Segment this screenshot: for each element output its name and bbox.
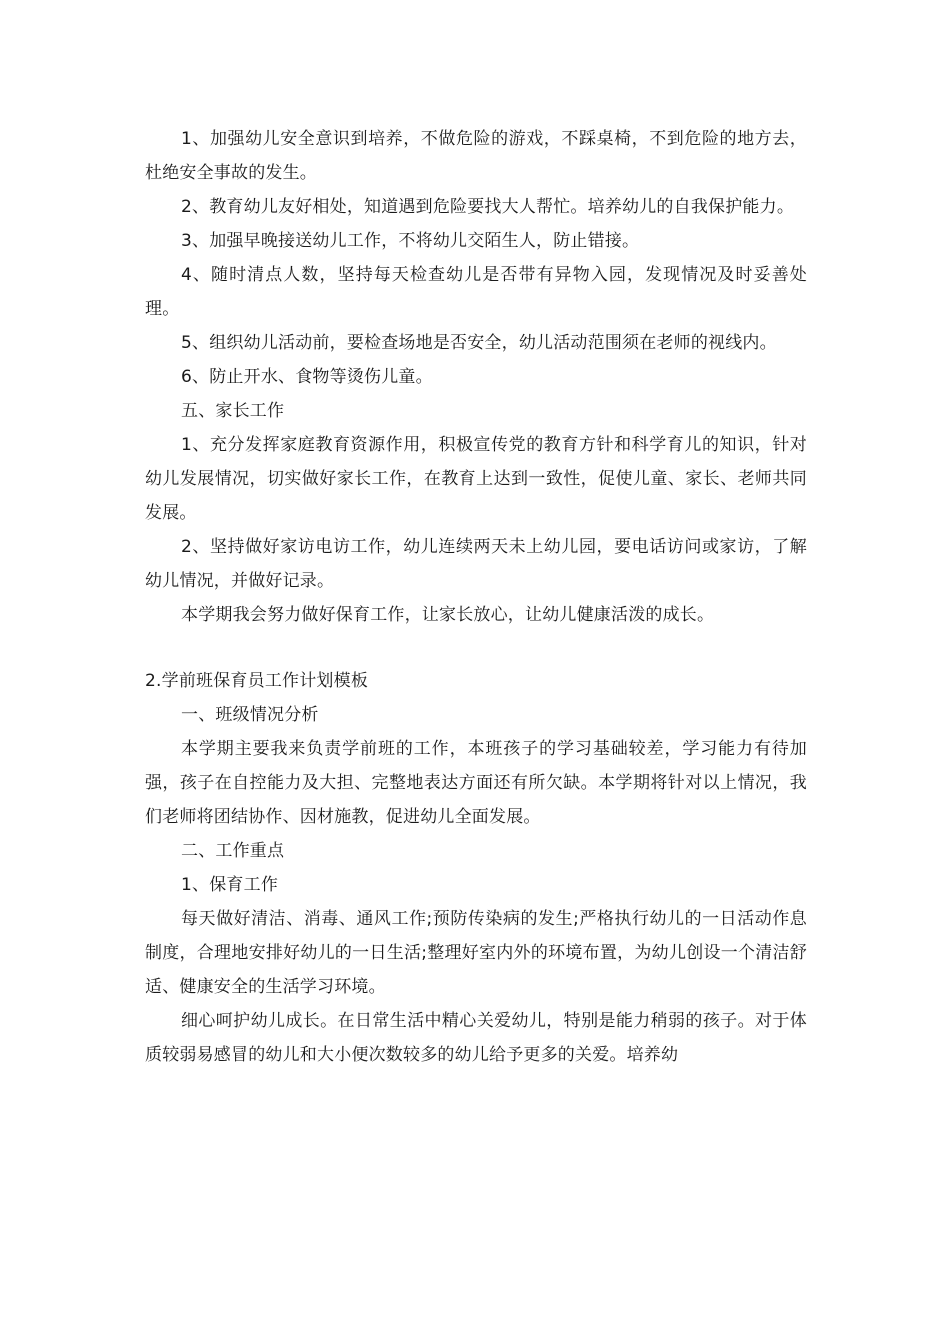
care-work-paragraph-1: 每天做好清洁、消毒、通风工作;预防传染病的发生;严格执行幼儿的一日活动作息制度，合理地安排好幼儿的一日生活;整理好室内外的环境布置，为幼儿创设一个清洁舒适、健康安全的生活学习环境。 [145,909,807,997]
care-work-paragraph-2: 细心呵护幼儿成长。在日常生活中精心关爱幼儿，特别是能力稍弱的孩子。对于体质较弱易感冒的幼儿和大小便次数较多的幼儿给予更多的关爱。培养幼 [145,1011,807,1065]
safety-item-6: 6、防止开水、食物等烫伤儿童。 [181,367,433,387]
safety-item-4: 4、随时清点人数，坚持每天检查幼儿是否带有异物入园，发现情况及时妥善处理。 [145,265,807,319]
closing-paragraph: 本学期我会努力做好保育工作，让家长放心，让幼儿健康活泼的成长。 [181,605,715,625]
safety-item-5: 5、组织幼儿活动前，要检查场地是否安全，幼儿活动范围须在老师的视线内。 [181,333,777,353]
safety-item-1: 1、加强幼儿安全意识到培养，不做危险的游戏，不踩桌椅，不到危险的地方去，杜绝安全事故的发生。 [145,129,807,183]
parent-work-item-1: 1、充分发挥家庭教育资源作用，积极宣传党的教育方针和科学育儿的知识，针对幼儿发展情况，切实做好家长工作，在教育上达到一致性，促使儿童、家长、老师共同发展。 [145,435,807,523]
parent-work-item-2: 2、坚持做好家访电访工作，幼儿连续两天未上幼儿园，要电话访问或家访，了解幼儿情况，并做好记录。 [145,537,807,591]
safety-item-3: 3、加强早晚接送幼儿工作，不将幼儿交陌生人，防止错接。 [181,231,640,251]
heading-work-focus: 二、工作重点 [181,841,285,861]
heading-care-work: 1、保育工作 [181,875,279,895]
safety-item-2: 2、教育幼儿友好相处，知道遇到危险要找大人帮忙。培养幼儿的自我保护能力。 [181,197,795,217]
document-body [145,122,807,1072]
class-analysis-paragraph: 本学期主要我来负责学前班的工作，本班孩子的学习基础较差，学习能力有待加强，孩子在自控能力及大担、完整地表达方面还有所欠缺。本学期将针对以上情况，我们老师将团结协作、因材施教，促进幼儿全面发展。 [145,739,807,827]
section-heading-parent-work: 五、家长工作 [181,401,285,421]
section-2-title: 2.学前班保育员工作计划模板 [145,671,369,691]
heading-class-analysis: 一、班级情况分析 [181,705,319,725]
